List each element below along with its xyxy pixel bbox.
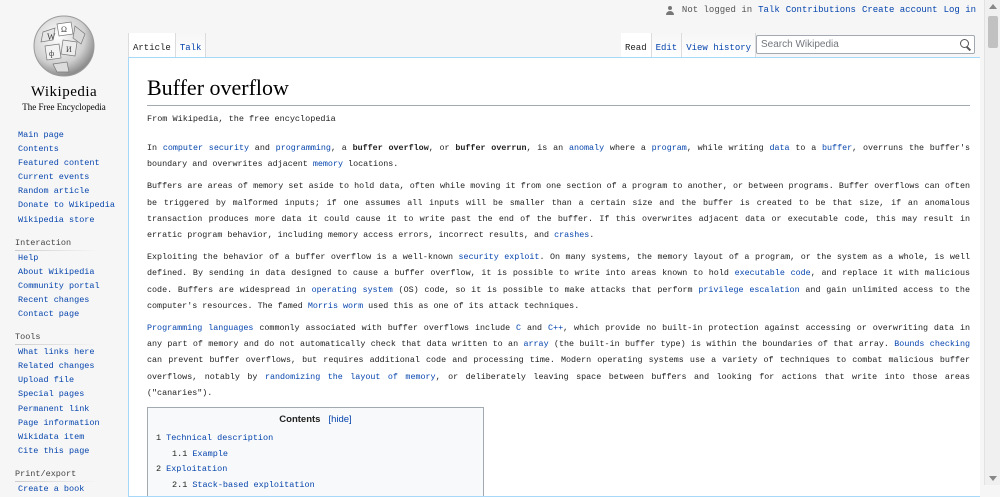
contributions-link[interactable]: Contributions	[785, 5, 856, 15]
article-content	[128, 57, 980, 497]
toc-item[interactable]: 2 Exploitation	[156, 464, 228, 475]
sidebar-item-main-page[interactable]: Main page	[18, 130, 64, 140]
link-morris-worm[interactable]: Morris worm	[307, 300, 364, 311]
link-bounds-checking[interactable]: Bounds checking	[894, 339, 970, 350]
sidebar-item-featured-content[interactable]: Featured content	[18, 158, 100, 169]
user-icon	[666, 6, 674, 15]
link-computer-security[interactable]: computer security	[162, 143, 250, 153]
toc-hide-link[interactable]: [hide]	[328, 414, 352, 426]
link-programming-languages[interactable]: Programming languages	[147, 323, 254, 334]
search-box	[756, 35, 975, 54]
site-subtitle: From Wikipedia, the free encyclopedia	[147, 114, 336, 124]
talk-link[interactable]: Talk	[758, 5, 780, 15]
table-of-contents	[147, 407, 484, 497]
scrollbar-thumb[interactable]	[988, 16, 998, 48]
toc-item[interactable]: 1.1 Example	[172, 448, 229, 459]
sidebar-item-store[interactable]: Wikipedia store	[18, 214, 95, 225]
link-program[interactable]: program	[651, 143, 687, 153]
sidebar-item-cite-this-page[interactable]: Cite this page	[18, 445, 90, 456]
sidebar-navigation	[0, 128, 128, 227]
sidebar-item-contents[interactable]: Contents	[18, 144, 59, 155]
sidebar-item-contact-page[interactable]: Contact page	[18, 309, 80, 320]
svg-text:ф: ф	[49, 49, 55, 58]
article-paragraph-2: Buffers are areas of memory set aside to hold data, often while moving it from one section of a program to another, or between programs. Buffer overflows can often be triggered by malformed inputs; if one assumes all inputs will be smaller than a certain size and the buffer is created to be that size, if an anomalous transaction produces more data it could cause it to write past the end of the buffer. If this overwrites adjacent data or executable code, this may result in erratic program behavior, including memory access errors, incorrect results, and crashes.	[147, 181, 970, 241]
sidebar-heading-tools: Tools	[0, 329, 128, 345]
link-cpp[interactable]: C++	[548, 323, 564, 334]
link-crashes[interactable]: crashes	[554, 230, 590, 241]
sidebar-item-create-a-book[interactable]: Create a book	[18, 483, 85, 494]
tab-article[interactable]: Article	[128, 33, 176, 57]
view-tabs	[621, 33, 756, 57]
page-title: Buffer overflow	[147, 74, 970, 106]
toc-title: Contents	[279, 414, 321, 426]
article-paragraph-1: In computer security and programming, a buffer overflow, or buffer overrun, is an anomaly where a program, while writing data to a buffer, overruns the buffer's boundary and overwrites adjacent memory locations.	[147, 143, 970, 170]
sidebar-item-special-pages[interactable]: Special pages	[18, 389, 85, 400]
link-security-exploit[interactable]: security exploit	[458, 252, 540, 263]
scroll-up-arrow-icon[interactable]	[989, 4, 997, 9]
link-randomizing-layout[interactable]: randomizing the layout of memory	[264, 371, 436, 382]
term-buffer-overflow: buffer overflow	[352, 143, 429, 153]
log-in-link[interactable]: Log in	[943, 5, 976, 15]
logo-wordmark: Wikipedia	[30, 84, 98, 100]
not-logged-in-text: Not logged in	[681, 5, 753, 15]
sidebar-tools	[0, 345, 128, 458]
svg-text:И: И	[66, 45, 72, 54]
wikipedia-logo[interactable]	[0, 0, 128, 118]
link-array[interactable]: array	[523, 339, 549, 350]
link-anomaly[interactable]: anomaly	[568, 143, 605, 153]
scroll-down-arrow-icon[interactable]	[989, 476, 997, 481]
sidebar-item-help[interactable]: Help	[18, 252, 39, 263]
tab-talk[interactable]: Talk	[176, 33, 207, 57]
sidebar-item-page-information[interactable]: Page information	[18, 417, 100, 428]
link-programming[interactable]: programming	[275, 143, 331, 153]
term-buffer-overrun: buffer overrun	[455, 143, 527, 153]
globe-icon	[31, 10, 97, 80]
toc-title-row	[156, 414, 475, 425]
sidebar-item-random-article[interactable]: Random article	[18, 186, 90, 197]
toc-item[interactable]: 2.1 Stack-based exploitation	[172, 479, 315, 490]
link-privilege-escalation[interactable]: privilege escalation	[698, 284, 800, 295]
link-c[interactable]: C	[516, 323, 522, 334]
sidebar-print-export	[0, 482, 128, 496]
sidebar-item-current-events[interactable]: Current events	[18, 172, 90, 183]
search-input[interactable]	[757, 36, 956, 53]
page-scrollbar[interactable]	[984, 0, 1000, 485]
link-memory[interactable]: memory	[312, 159, 344, 170]
sidebar-item-what-links-here[interactable]: What links here	[18, 347, 95, 358]
toc-list	[156, 431, 475, 493]
svg-text:W: W	[47, 32, 56, 42]
sidebar-item-upload-file[interactable]: Upload file	[18, 375, 75, 386]
create-account-link[interactable]: Create account	[861, 5, 938, 15]
link-buffer[interactable]: buffer	[822, 143, 853, 153]
tab-view-history[interactable]: View history	[682, 33, 756, 57]
sidebar-item-wikidata-item[interactable]: Wikidata item	[18, 431, 85, 442]
sidebar-item-donate[interactable]: Donate to Wikipedia	[18, 200, 115, 211]
tab-read[interactable]: Read	[621, 33, 652, 57]
namespace-tabs	[128, 33, 206, 57]
article-paragraph-3: Exploiting the behavior of a buffer overflow is a well-known security exploit. On many systems, the memory layout of a program, or the system as a whole, is well defined. By sending in data designed to cause a buffer overflow, it is possible to write into areas known to hold executable code, and replace it with malicious code. Buffers are widespread in operating system (OS) code, so it is possible to make attacks that perform privilege escalation and gain unlimited access to the computer's resources. The famed Morris worm used this as one of its attack techniques.	[147, 252, 971, 311]
tab-edit[interactable]: Edit	[652, 33, 683, 57]
link-operating-system[interactable]: operating system	[311, 284, 393, 295]
sidebar-item-recent-changes[interactable]: Recent changes	[18, 294, 90, 305]
sidebar-item-about[interactable]: About Wikipedia	[18, 266, 95, 277]
sidebar	[0, 128, 128, 496]
sidebar-interaction	[0, 251, 128, 321]
link-executable-code[interactable]: executable code	[734, 268, 811, 279]
sidebar-item-related-changes[interactable]: Related changes	[18, 361, 95, 372]
sidebar-heading-interaction: Interaction	[0, 235, 128, 251]
link-data[interactable]: data	[769, 143, 790, 153]
sidebar-heading-print-export: Print/export	[0, 466, 128, 482]
toc-item[interactable]: 1 Technical description	[156, 433, 274, 444]
search-icon[interactable]	[956, 36, 974, 53]
svg-text:Ω: Ω	[61, 25, 67, 34]
sidebar-item-permanent-link[interactable]: Permanent link	[18, 403, 90, 414]
personal-toolbar	[666, 5, 976, 15]
sidebar-item-community-portal[interactable]: Community portal	[18, 280, 100, 291]
article-paragraph-4: Programming languages commonly associated with buffer overflows include C and C++, which provide no built-in protection against accessing or overwriting data in any part of memory and do not automatically check that data written to an array (the built-in buffer type) is within the boundaries of that array. Bounds checking can prevent buffer overflows, but requires additional code and processing time. Modern operating systems use a variety of techniques to combat malicious buffer overflows, notably by randomizing the layout of memory, or deliberately leaving space between buffers and looking for actions that write into those areas ("canaries").	[147, 323, 970, 398]
logo-tagline: The Free Encyclopedia	[22, 102, 106, 112]
